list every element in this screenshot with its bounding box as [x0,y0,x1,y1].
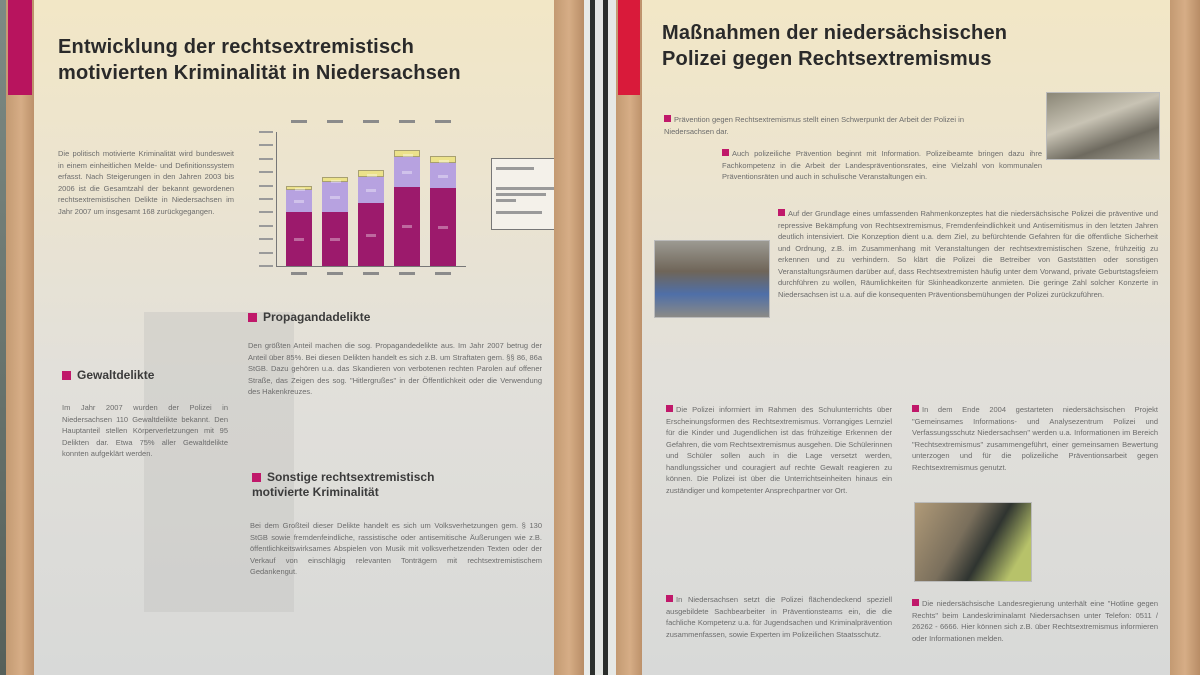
bar-segment [286,212,312,266]
y-tick-label [259,198,273,200]
photo-police-street [1046,92,1160,160]
bar-value-label [403,154,413,157]
y-tick-label [259,252,273,254]
center-wooden-frame-left [554,0,584,675]
legend-entry-propaganda [496,211,542,214]
x-axis [276,266,466,267]
x-tick-label [363,272,379,275]
y-tick-label [259,171,273,173]
bar-value-label [366,189,376,192]
bar-segment [322,212,348,266]
y-tick-label [259,225,273,227]
bar-segment [430,156,456,163]
photo-police-officers [654,240,770,318]
bar-segment [430,188,456,266]
section-text-sonstige: Bei dem Großteil dieser Delikte handelt es sich um Volksverhetzungen gem. § 130 StGB sowie fremdenfeindliche, rassistische oder antisemitische Äußerungen wie z.B. öffentlichkeitswirksames Abspielen von Musik mit volksverhetzenden Texten oder der Verkauf von einschlägig relevanten Tonträgern mit rechtsextremistischem Gedankengut. [250,521,542,576]
bar-value-label [330,196,340,199]
magenta-bullet-icon [248,313,257,322]
bar-total-label [435,120,451,123]
y-tick-label [259,238,273,240]
bar-value-label [330,238,340,241]
bar-segment [394,157,420,186]
bar-total-label [327,120,343,123]
y-tick-label [259,185,273,187]
bar-value-label [294,200,304,203]
y-tick-label [259,211,273,213]
bar-segment [394,187,420,266]
bar-segment [322,177,348,182]
paragraph-6: In Niedersachsen setzt die Polizei flächendeckend speziell ausgebildete Sachbearbeiter in Präventionsteams ein, die die fachliche Kompetenz u.a. für Jugendsachen und Kriminalprävention zusammenfassen, sowie Experten im Polizeilichen Staatsschutz. [666,595,892,639]
y-tick-label [259,144,273,146]
left-wooden-frame [6,0,36,675]
bar-value-label [294,238,304,241]
section-heading-sonstige: Sonstige rechtsextremistisch motivierte Kriminalität [252,470,435,499]
magenta-bullet-icon [664,115,671,122]
magenta-bullet-icon [62,371,71,380]
magenta-bullet-icon [778,209,785,216]
section-text-gewalt: Im Jahr 2007 wurden der Polizei in Niedersachsen 110 Gewaltdelikte bekannt. Den Hauptanteil stellen Körperverletzungen mit 95 Delikten dar. Etwa 75% aller Gewaltdelikte konnten aufgeklärt werden. [62,403,228,458]
paragraph-1: Prävention gegen Rechtsextremismus stellt einen Schwerpunkt der Arbeit der Polizei in Niedersachsen dar. [664,115,964,136]
photo-classroom [914,502,1032,582]
paragraph-4: Die Polizei informiert im Rahmen des Schulunterrichts über Erscheinungsformen des Rechtsextremismus. Vorrangiges Lernziel für die Kinder und Jugendlichen ist das frühzeitige Erkennen der Gefahren, die vom Rechtsextremismus ausgehen. Die Schülerinnen und Schüler sollen auch in die Lage versetzt werden, handlungssicher und couragiert auf rechte Gewalt reagieren zu können. Die Polizei ist über die Unterrichtseinheiten hinaus ein zuständiger und kompetenter Ansprechpartner vor Ort. [666,405,892,495]
bar-total-label [291,120,307,123]
bar-total-label [363,120,379,123]
bar-segment [358,177,384,203]
magenta-bullet-icon [912,405,919,412]
bar-segment [322,182,348,211]
bar-value-label [439,160,449,163]
intro-text: Die politisch motivierte Kriminalität wird bundesweit in einem einheitlichen Melde- und Definitionssystem erfasst. Nach Steigerungen in den Jahren 2003 bis 2006 ist die Gesamtzahl der bekannt gewordenen rechtsextremistischen Delikte in Niedersachsen im Jahr 2007 um insgesamt 168 zurückgegangen. [58,149,234,216]
bar-value-label [438,226,448,229]
bar-segment [358,203,384,266]
x-tick-label [327,272,343,275]
section-heading-gewalt: Gewaltdelikte [62,368,242,383]
bar-value-label [367,174,377,177]
y-tick-label [259,265,273,267]
bar-segment [430,163,456,188]
section-text-propaganda: Den größten Anteil machen die sog. Propagandedelikte aus. Im Jahr 2007 betrug der Anteil über 85%. Bei diesen Delikten handelt es sich z.B. um Straftaten gem. §§ 86, 86a StGB. Dazu gehören u.a. das Skandieren von verbotenen rechten Parolen auf offener Straße, das Zeigen des sog. "Hitlergrußes" in der Öffentlichkeit oder die Verwendung des Hakenkreuzes. [248,341,542,396]
bar-segment [286,190,312,212]
y-axis [276,132,277,266]
bar-total-label [399,120,415,123]
section-heading-propaganda: Propagandadelikte [248,310,548,325]
x-tick-label [399,272,415,275]
legend-entry-sonstige-line3 [496,199,516,202]
bar-value-label [331,180,341,183]
magenta-bullet-icon [666,405,673,412]
bar-value-label [366,234,376,237]
legend-entry-gewaltdelikte [496,167,534,170]
legend-entry-sonstige-line2 [496,193,546,196]
magenta-bullet-icon [252,473,261,482]
magenta-bullet-icon [722,149,729,156]
metal-rail [608,0,616,675]
y-tick-label [259,158,273,160]
bar-value-label [402,225,412,228]
chart-legend [491,158,554,230]
legend-entry-sonstige [496,187,554,190]
x-tick-label [291,272,307,275]
right-poster-title: Maßnahmen der niedersächsischen Polizei gegen Rechtsextremismus [662,22,1008,70]
bar-segment [286,186,312,191]
magenta-bullet-icon [912,599,919,606]
bar-value-label [295,188,305,191]
right-poster [642,0,1170,675]
bar-segment [394,150,420,157]
left-frame-magenta-cap [8,0,32,95]
right-wooden-frame [1170,0,1200,675]
paragraph-7: Die niedersächsische Landesregierung unterhält eine "Hotline gegen Rechts" beim Landeskriminalamt Niedersachsen unter Telefon: 0511 / 26262 - 6666. Hier können sich z.B. über Rechtsextremismus informieren oder Informationen melden. [912,599,1158,643]
left-poster-title: Entwicklung der rechtsextremistisch motivierten Kriminalität in Niedersachsen [58,36,461,84]
bar-value-label [438,175,448,178]
stacked-bar-chart [246,118,546,280]
right-frame-red-cap [618,0,640,95]
magenta-bullet-icon [666,595,673,602]
y-tick-label [259,131,273,133]
x-tick-label [435,272,451,275]
metal-rail [595,0,603,675]
bar-value-label [402,171,412,174]
paragraph-3: Auf der Grundlage eines umfassenden Rahmenkonzeptes hat die niedersächsische Polizei die präventive und repressive Bekämpfung von Rechtsextremismus, Fremdenfeindlichkeit und Antisemitismus in den letzten Jahren deutlich intensiviert. Die Konzeption dient u.a. dem Ziel, zu befürchtende Gefahren für die öffentliche Sicherheit und Ordnung, z.B. im Zusammenhang mit Veranstaltungen der rechtsextremistischen Szene, frühzeitig zu erkennen und zu verhindern. So klärt die Polizei die Betreiber von Gaststätten oder sonstigen Veranstaltungsräumen darüber auf, dass Rechtsextremisten häufig unter dem Vorwand, private Geburtstagsfeiern durchführen zu wollen, Räumlichkeiten für Skinheadkonzerte anmieten. Die geringe Zahl solcher Konzerte in Niedersachsen ist u.a. auf die konsequenten Präventionsbemühungen der Polizei zurückzuführen. [778,209,1158,299]
center-wooden-frame-right [616,0,644,675]
paragraph-2: Auch polizeiliche Prävention beginnt mit Information. Polizeibeamte bringen dazu ihre Fachkompetenz in die Arbeit der Landespräventionsrates, eine Vielzahl von kommunalen Präventionsräten und auch in schulische Veranstaltungen ein. [722,149,1042,181]
bar-segment [358,170,384,177]
paragraph-5: In dem Ende 2004 gestarteten niedersächsischen Projekt "Gemeinsames Informations- und Analysezentrum Polizei und Verfassungsschutz Niedersachsen" werden u.a. Informationen im Bereich "Rechtsextremismus" zusammengeführt, einer gemeinsamen Bewertung unterzogen und für die polizeiliche Präventionsarbeit gegen Rechtsextremismus genutzt. [912,405,1158,472]
left-poster [34,0,554,675]
